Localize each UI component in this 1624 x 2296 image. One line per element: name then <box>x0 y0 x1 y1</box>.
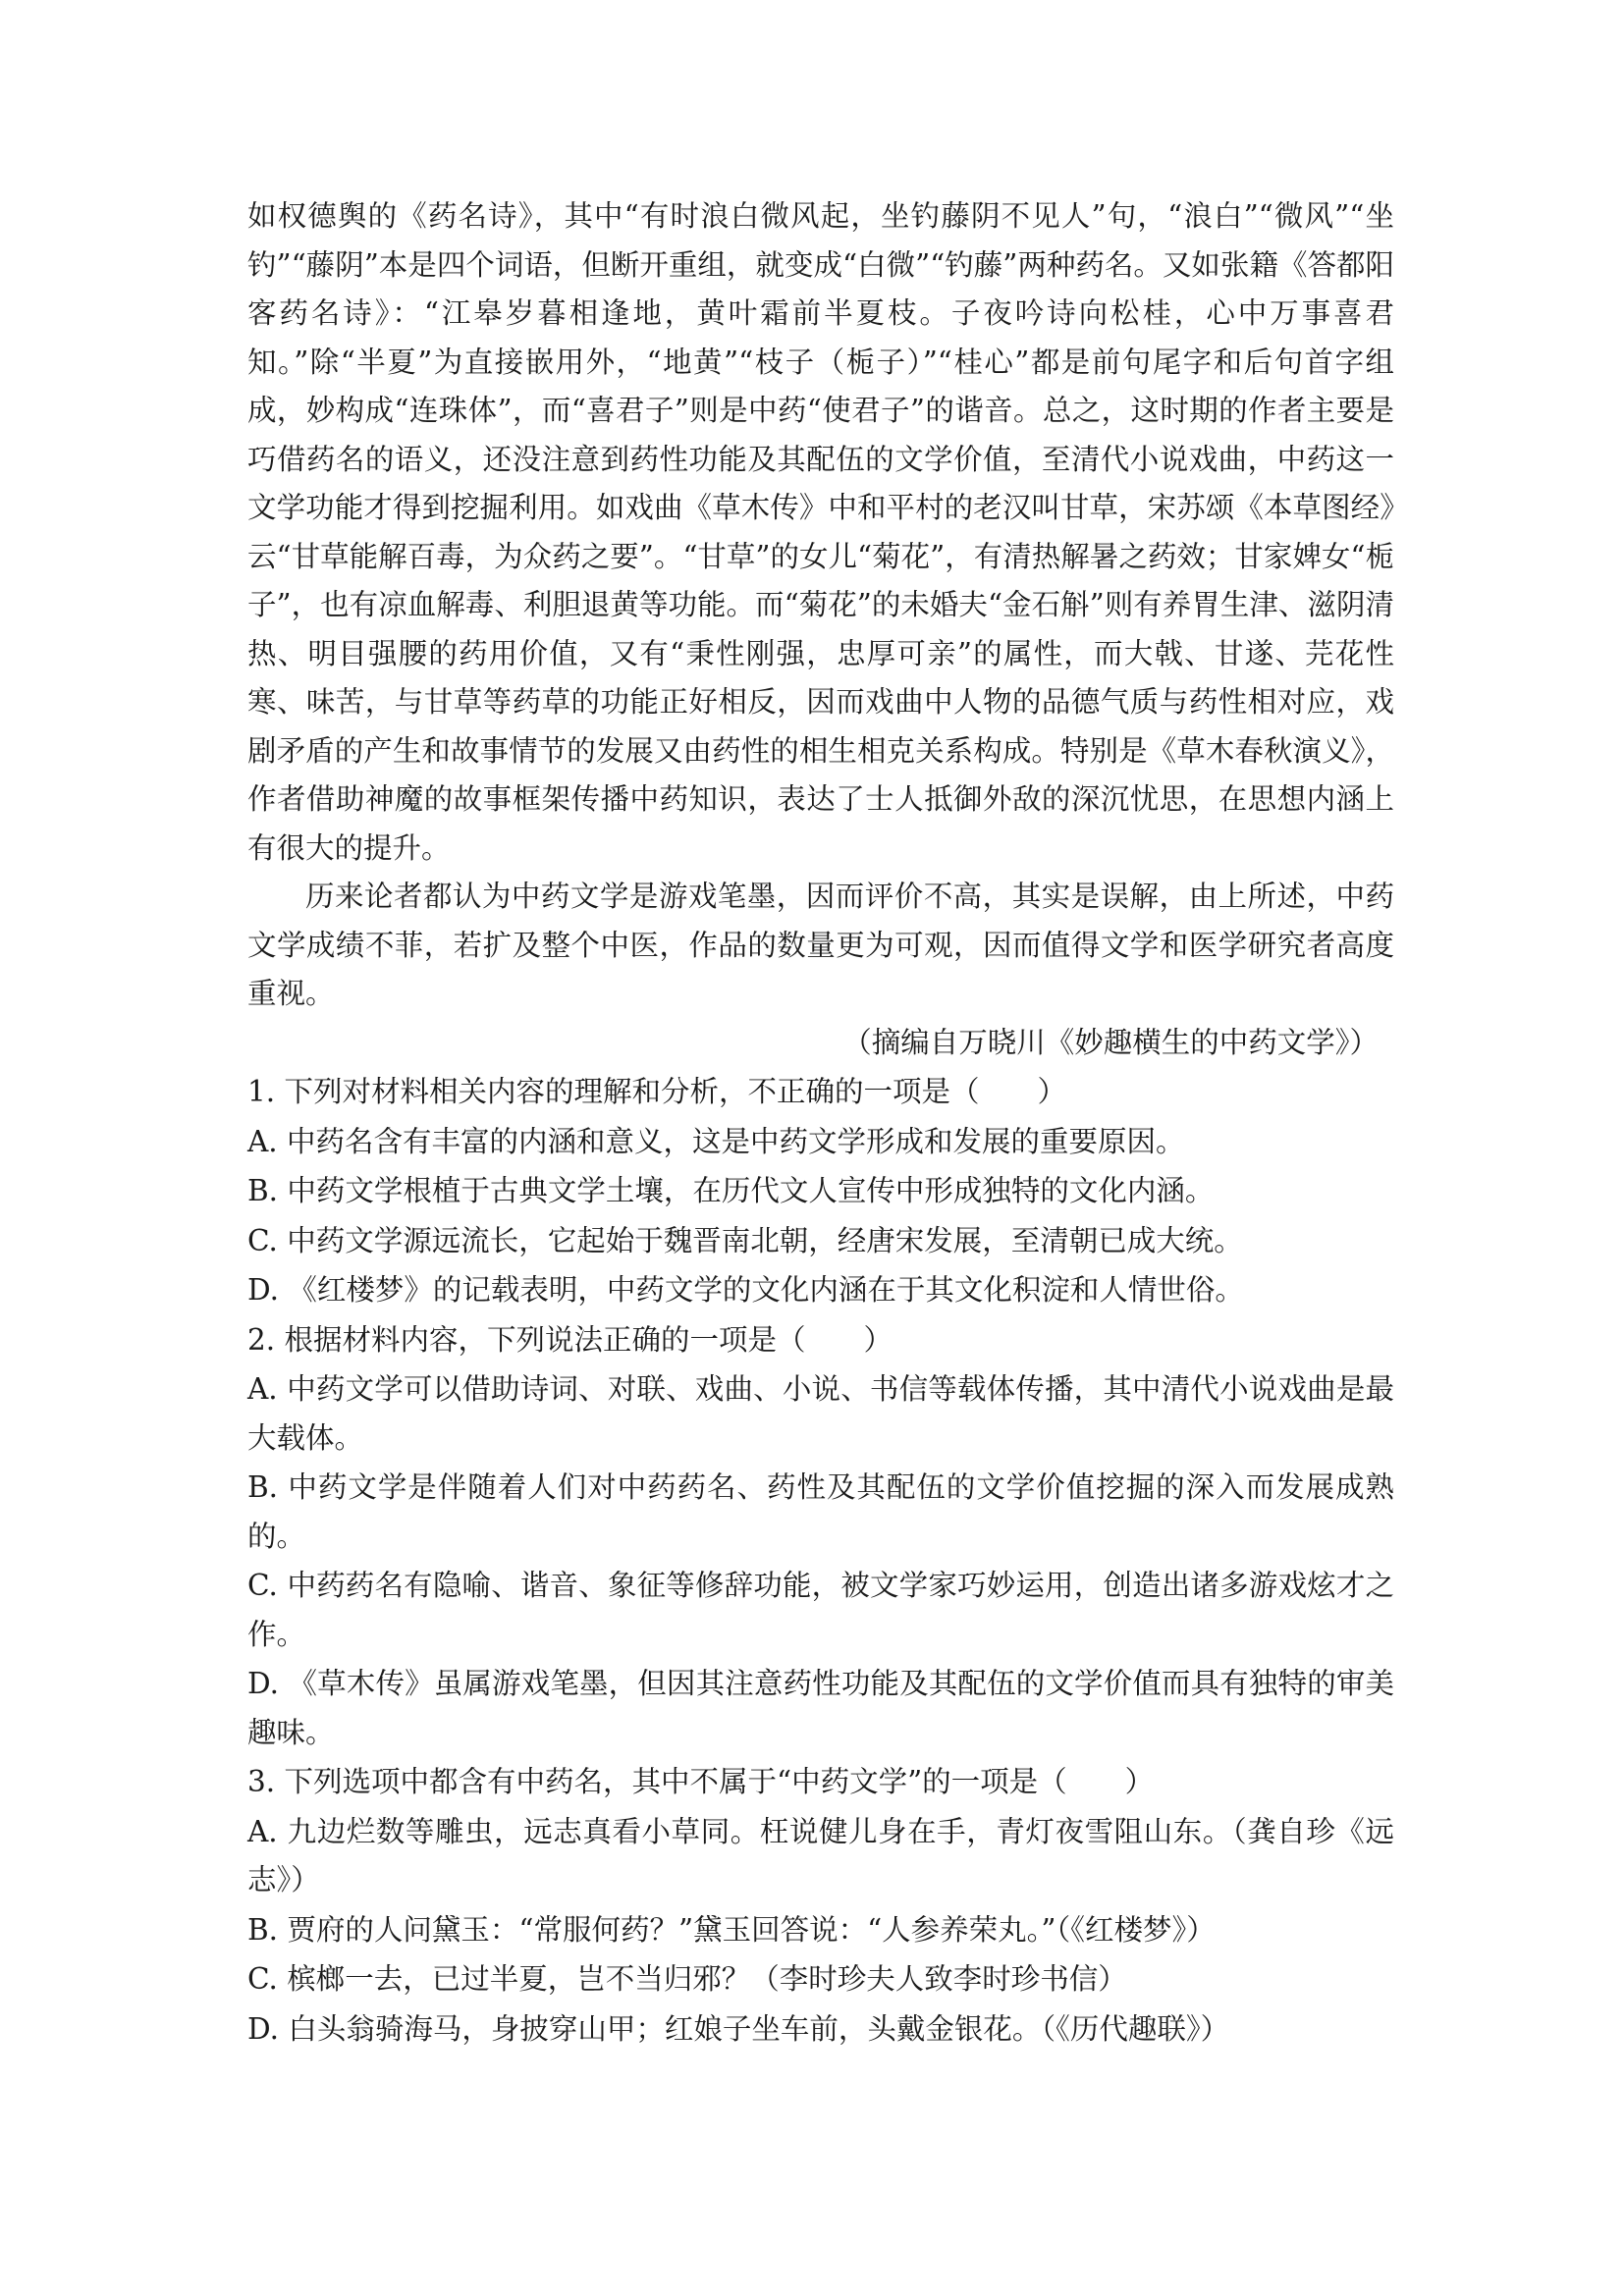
passage-source: （摘编自万晓川《妙趣横生的中药文学》） <box>842 1025 1379 1059</box>
option-c: C. 中药药名有隐喻、谐音、象征等修辞功能，被文学家巧妙运用，创造出诸多游戏炫才之作。 <box>247 1569 1394 1651</box>
option-a: A. 中药名含有丰富的内涵和意义，这是中药文学形成和发展的重要原因。 <box>247 1124 1185 1158</box>
question-stem: 3. 下列选项中都含有中药名，其中不属于“中药文学”的一项是（ ） <box>247 1765 1155 1798</box>
document-page <box>247 192 1394 2054</box>
question-1 <box>247 1068 1394 1315</box>
question-stem: 1. 下列对材料相关内容的理解和分析，不正确的一项是（ ） <box>247 1075 1067 1108</box>
question-3 <box>247 1758 1394 2054</box>
option-a: A. 九边烂数等雕虫，远志真看小草同。枉说健儿身在手，青灯夜雪阻山东。（龚自珍《远志》） <box>247 1814 1394 1896</box>
option-d: D. 《红楼梦》的记载表明，中药文学的文化内涵在于其文化积淀和人情世俗。 <box>247 1273 1244 1307</box>
option-b: B. 贾府的人问黛玉：“常服何药？”黛玉回答说：“人参养荣丸。”（《红楼梦》） <box>247 1912 1216 1947</box>
option-b: B. 中药文学是伴随着人们对中药药名、药性及其配伍的文学价值挖掘的深入而发展成熟的。 <box>247 1470 1394 1553</box>
option-c: C. 槟榔一去，已过半夏，岂不当归邪？（李时珍夫人致李时珍书信） <box>247 1962 1127 1996</box>
question-stem: 2. 根据材料内容，下列说法正确的一项是（ ） <box>247 1322 893 1357</box>
question-2 <box>247 1316 1394 1758</box>
option-c: C. 中药文学源远流长，它起始于魏晋南北朝，经唐宋发展，至清朝已成大统。 <box>247 1223 1243 1257</box>
option-d: D. 《草木传》虽属游戏笔墨，但因其注意药性功能及其配伍的文学价值而具有独特的审美趣味。 <box>247 1667 1394 1749</box>
passage-paragraph-2: 历来论者都认为中药文学是游戏笔墨，因而评价不高，其实是误解，由上所述，中药文学成绩不菲，若扩及整个中医，作品的数量更为可观，因而值得文学和医学研究者高度重视。 <box>247 880 1394 1010</box>
option-d: D. 白头翁骑海马，身披穿山甲；红娘子坐车前，头戴金银花。（《历代趣联》） <box>247 2011 1230 2046</box>
option-b: B. 中药文学根植于古典文学土壤，在历代文人宣传中形成独特的文化内涵。 <box>247 1174 1215 1207</box>
option-a: A. 中药文学可以借助诗词、对联、戏曲、小说、书信等载体传播，其中清代小说戏曲是最大载体。 <box>247 1372 1394 1455</box>
passage-paragraph-1: 如权德舆的《药名诗》，其中“有时浪白微风起，坐钓藤阴不见人”句，“浪白”“微风”“坐钓”“藤阴”本是四个词语，但断开重组，就变成“白微”“钓藤”两种药名。又如张籍《答都阳客药名诗》：“江皋岁暮相逢地，黄叶霜前半夏枝。子夜吟诗向松桂，心中万事喜君知。”除“半夏”为直接嵌用外，“地黄”“枝子（栀子）”“桂心”都是前句尾字和后句首字组成，妙构成“连珠体”，而“喜君子”则是中药“使君子”的谐音。总之，这时期的作者主要是巧借药名的语义，还没注意到药性功能及其配伍的文学价值，至清代小说戏曲，中药这一文学功能才得到挖掘利用。如戏曲《草木传》中和平村的老汉叫甘草，宋苏颂《本草图经》云“甘草能解百毒，为众药之要”。“甘草”的女儿“菊花”，有清热解暑之药效；甘家婢女“栀子”，也有凉血解毒、利胆退黄等功能。而“菊花”的未婚夫“金石斛”则有养胃生津、滋阴清热、明目强腰的药用价值，又有“秉性刚强，忠厚可亲”的属性，而大戟、甘遂、芫花性寒、味苦，与甘草等药草的功能正好相反，因而戏曲中人物的品德气质与药性相对应，戏剧矛盾的产生和故事情节的发展又由药性的相生相克关系构成。特别是《草木春秋演义》，作者借助神魔的故事框架传播中药知识，表达了士人抵御外敌的深沉忧思，在思想内涵上有很大的提升。 <box>247 199 1394 865</box>
